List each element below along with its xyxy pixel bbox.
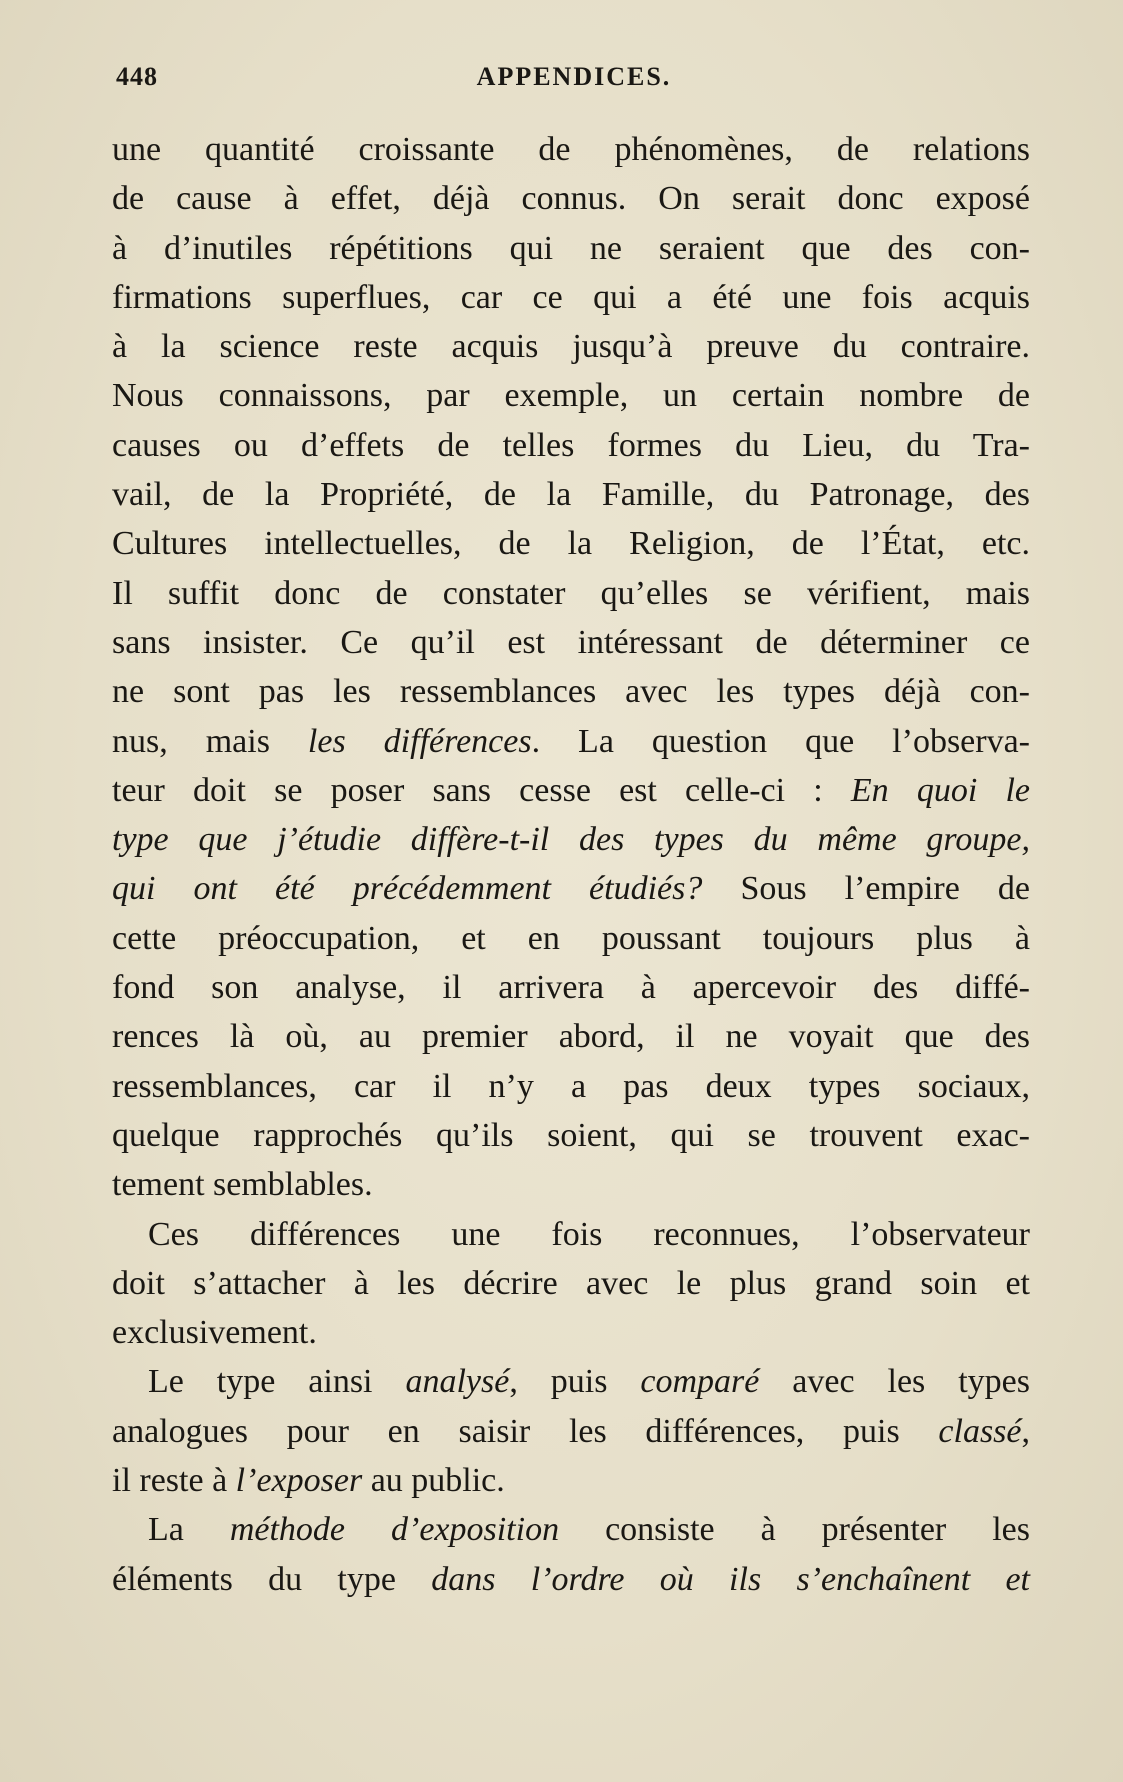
text-line: ne sont pas les ressemblances avec les types déjà con-: [112, 673, 1030, 711]
text-line: à la science reste acquis jusqu’à preuve du contraire.: [112, 328, 1030, 366]
text-line: tement semblables.: [112, 1166, 373, 1204]
text-line: firmations superflues, car ce qui a été une fois acquis: [112, 278, 1030, 316]
text-run: , puis: [509, 1363, 641, 1401]
text-line: quelque rapprochés qu’ils soient, qui se trouvent exac-: [112, 1116, 1030, 1154]
text-run: Sous l’empire de: [702, 870, 1030, 908]
italic-run: les différences: [307, 722, 532, 760]
text-line: à d’inutiles répétitions qui ne seraient que des con-: [112, 229, 1030, 267]
text-line: causes ou d’effets de telles formes du Lieu, du Tra-: [112, 426, 1030, 464]
italic-run: classé: [938, 1412, 1022, 1450]
italic-run: type que j’étudie diffère-t-il des types du même groupe,: [112, 821, 1030, 859]
text-line: de cause à effet, déjà connus. On serait donc exposé: [112, 180, 1030, 218]
text-line: exclusivement.: [112, 1314, 317, 1352]
italic-run: méthode d’exposition: [229, 1511, 560, 1549]
italic-run: analysé: [405, 1363, 510, 1401]
italic-run: En quoi le: [850, 771, 1030, 809]
text-run: éléments du type: [112, 1560, 432, 1598]
page-number: 448: [116, 62, 158, 91]
body-text: [112, 125, 1030, 1604]
text-line: [112, 1456, 1030, 1505]
italic-run: l’exposer: [235, 1462, 363, 1500]
text-line: cette préoccupation, et en poussant toujours plus à: [112, 919, 1030, 957]
text-line: rences là où, au premier abord, il ne voyait que des: [112, 1018, 1030, 1056]
text-line: sans insister. Ce qu’il est intéressant de déterminer ce: [112, 623, 1030, 661]
paragraph-first-line: [112, 1505, 1030, 1554]
paragraph-first-line: Ces différences une fois reconnues, l’observateur: [148, 1215, 1030, 1253]
text-line: [112, 1555, 1030, 1604]
text-line: Cultures intellectuelles, de la Religion, de l’État, etc.: [112, 525, 1030, 563]
text-line: fond son analyse, il arrivera à apercevoir des diffé-: [112, 969, 1030, 1007]
text-line: Il suffit donc de constater qu’elles se vérifient, mais: [112, 574, 1030, 612]
text-run: analogues pour en saisir les différences, puis: [112, 1412, 939, 1450]
paragraph-first-line: [112, 1357, 1030, 1406]
text-line: [112, 1407, 1030, 1456]
text-line: Nous connaissons, par exemple, un certain nombre de: [112, 377, 1030, 415]
text-run: teur doit se poser sans cesse est celle-ci :: [112, 771, 851, 809]
text-line: une quantité croissante de phénomènes, de relations: [112, 131, 1030, 168]
running-head: [116, 62, 1032, 102]
text-line: [112, 766, 1030, 815]
text-run: consiste à présenter les: [559, 1511, 1031, 1549]
text-run: nus, mais: [112, 722, 308, 760]
italic-run: qui ont été précédemment étudiés?: [112, 870, 703, 908]
text-run: La: [148, 1511, 230, 1549]
text-line: ressemblances, car il n’y a pas deux types sociaux,: [112, 1067, 1030, 1105]
text-line: doit s’attacher à les décrire avec le plus grand soin et: [112, 1264, 1030, 1302]
text-run: au public.: [362, 1462, 505, 1500]
italic-run: dans l’ordre où ils s’enchaînent et: [431, 1560, 1030, 1598]
text-run: avec les types: [759, 1363, 1030, 1401]
text-run: ,: [1021, 1412, 1030, 1450]
text-run: . La question que l’observa-: [531, 722, 1030, 760]
text-line: [112, 815, 1030, 864]
text-line: [112, 864, 1030, 913]
running-title: APPENDICES.: [476, 62, 672, 91]
text-line: vail, de la Propriété, de la Famille, du Patronage, des: [112, 476, 1030, 514]
text-run: il reste à: [112, 1462, 236, 1500]
text-run: Le type ainsi: [148, 1363, 406, 1401]
italic-run: comparé: [640, 1363, 760, 1401]
text-line: [112, 717, 1030, 766]
